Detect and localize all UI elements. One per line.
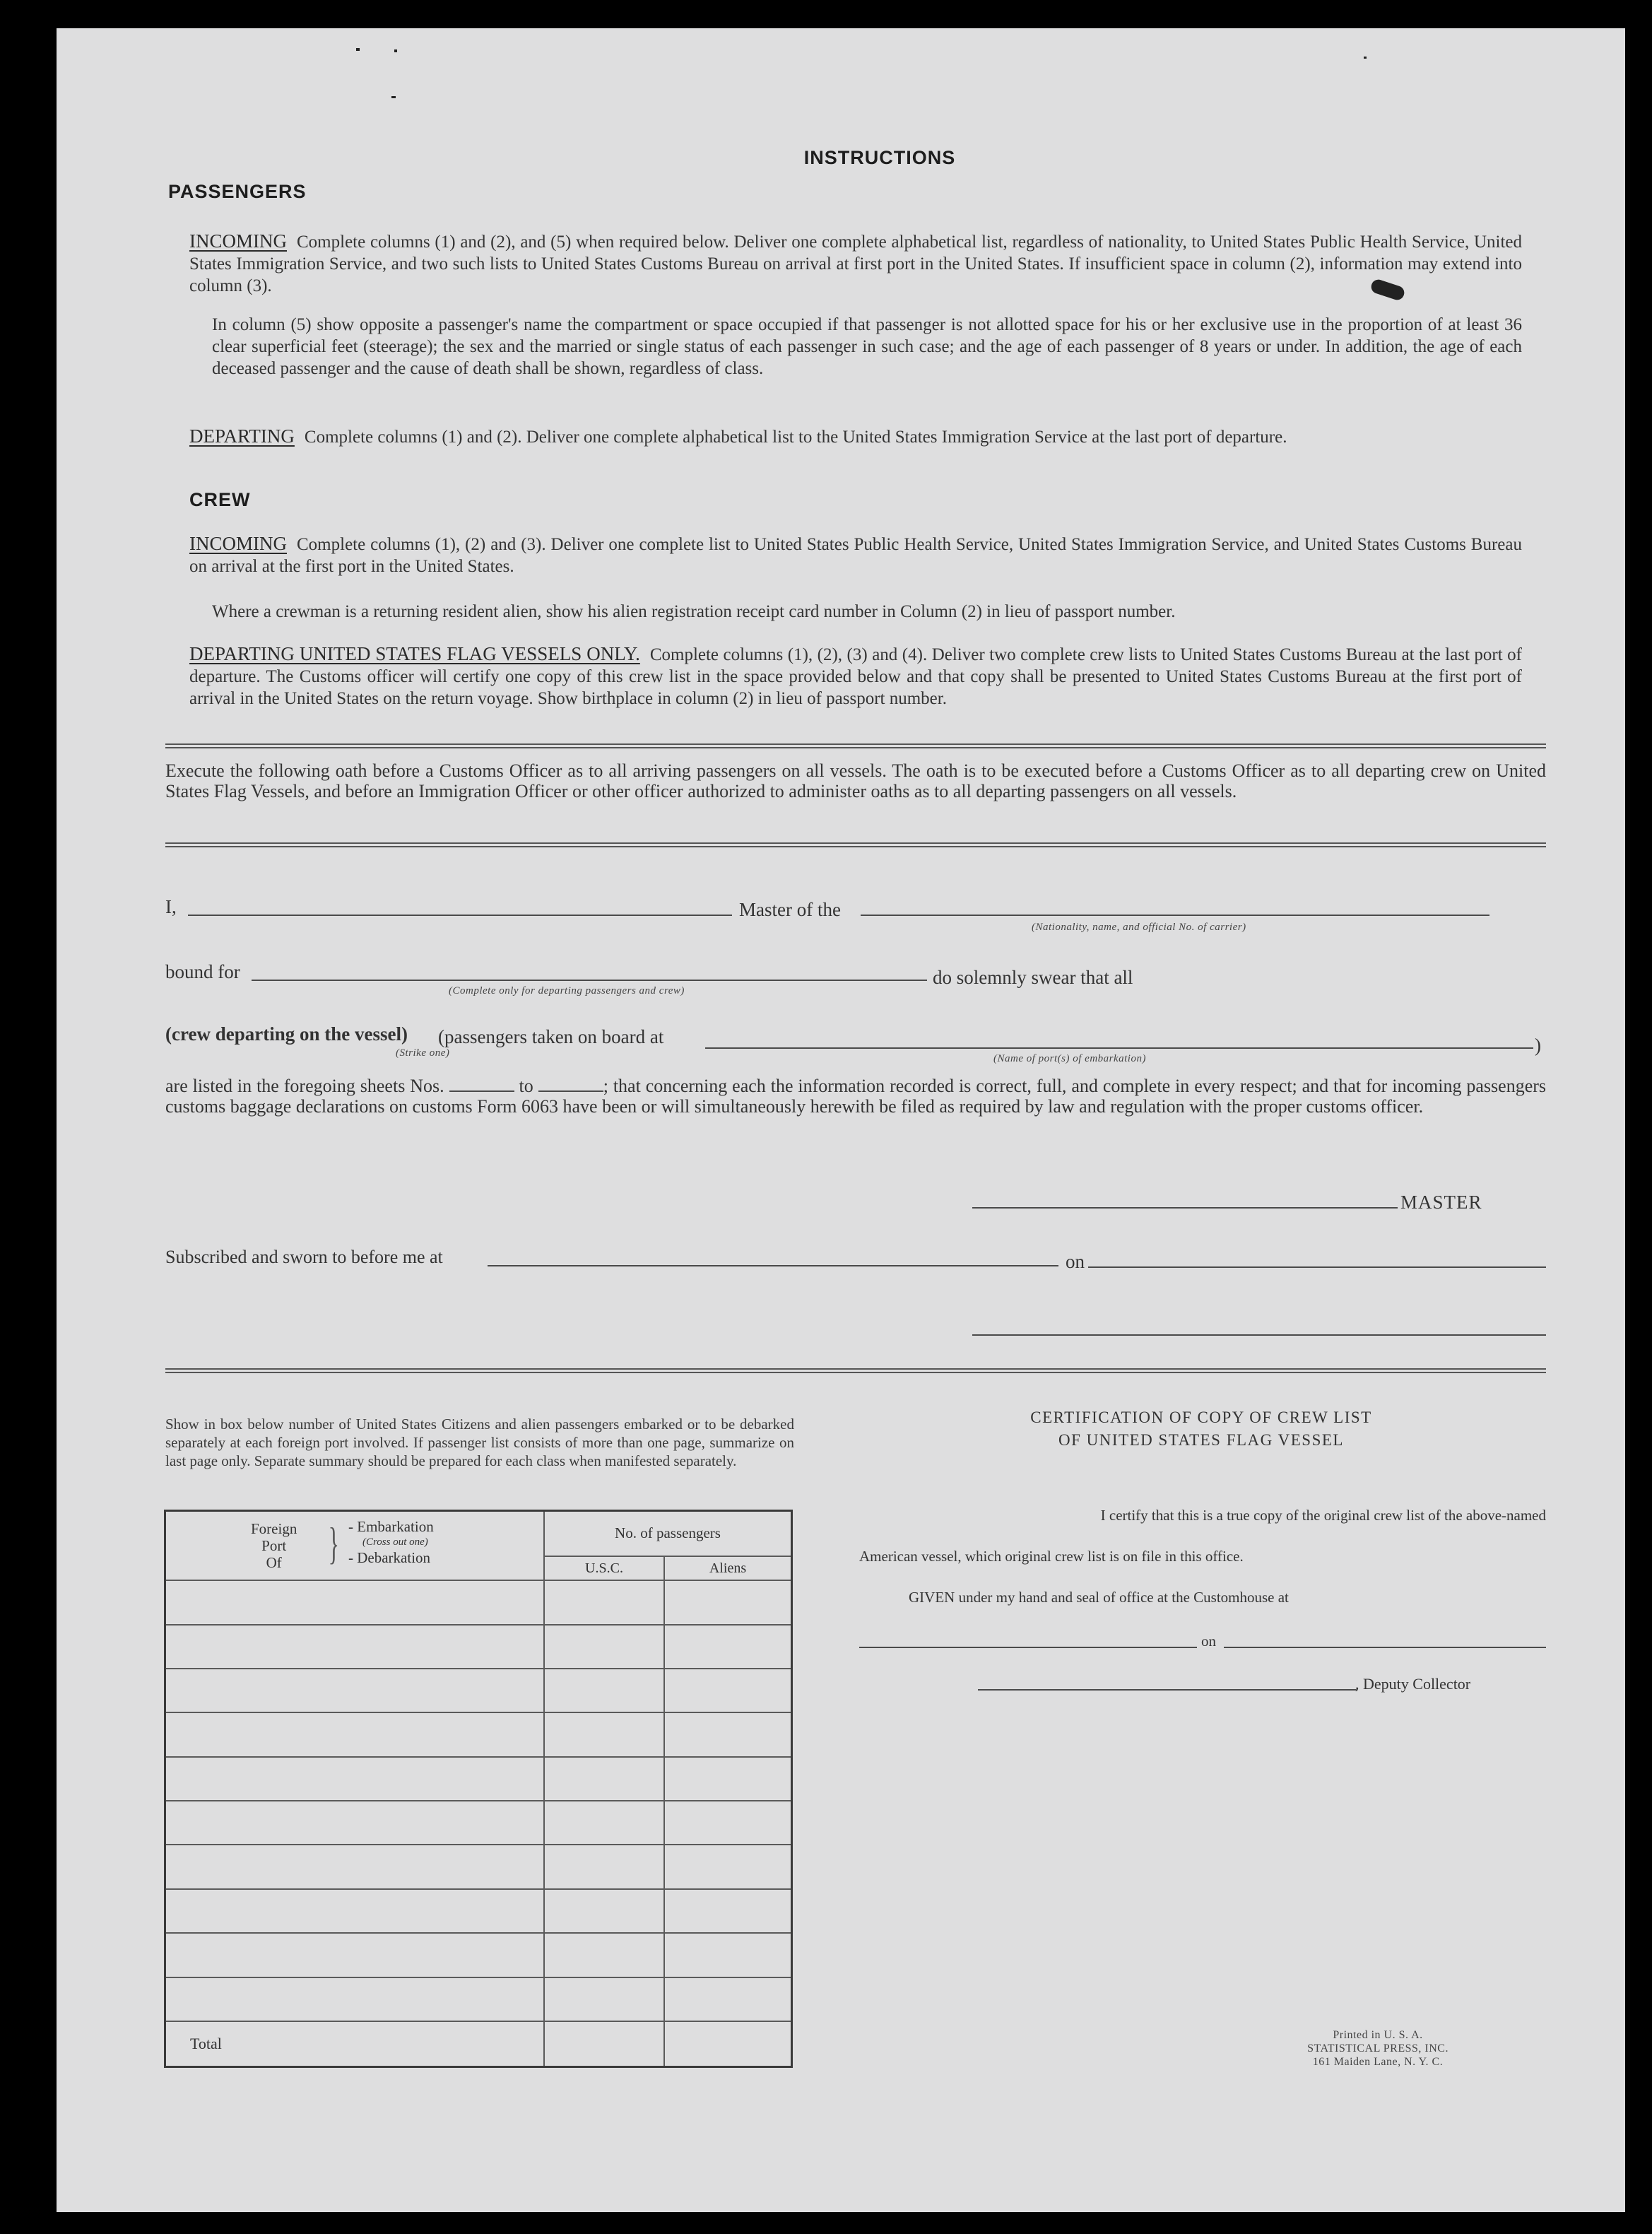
aliens-cell[interactable] (664, 1845, 792, 1888)
aliens-cell[interactable] (664, 1625, 792, 1669)
crew-departing-text: Complete columns (1), (2), (3) and (4). Deliver two complete crew lists to United States Customs Bureau at the last port of departure. The Customs officer will certify one copy of this crew list in the space provided below and that copy shall be presented to United States Customs Bureau at the first port of arrival in the United States on the return voyage. Show birthplace in column (2) in lieu of passport number. (189, 645, 1522, 708)
carrier-caption: (Nationality, name, and official No. of carrier) (1032, 922, 1246, 933)
master-signature-field[interactable] (972, 1207, 1398, 1209)
certify-line2: American vessel, which original crew list is on file in this office. (859, 1548, 1244, 1565)
port-cell[interactable] (165, 1669, 545, 1712)
master-name-field[interactable] (188, 915, 732, 916)
deputy-collector-label: , Deputy Collector (1355, 1675, 1471, 1693)
aliens-total-cell[interactable] (664, 2021, 792, 2067)
usc-cell[interactable] (544, 1712, 664, 1756)
printer-imprint (1258, 2028, 1498, 2069)
passengers-heading: PASSENGERS (168, 181, 307, 202)
printer-line1: Printed in U. S. A. (1333, 2029, 1423, 2041)
total-label: Total (190, 2035, 222, 2052)
speck (356, 48, 360, 51)
bound-caption: (Complete only for departing passengers and crew) (449, 985, 685, 997)
port-label: Port (261, 1537, 287, 1554)
master-of-the-label: Master of the (739, 899, 841, 920)
usc-cell[interactable] (544, 1757, 664, 1801)
customhouse-place-field[interactable] (859, 1647, 1197, 1648)
sheet-to-field[interactable] (538, 1076, 603, 1092)
page-title: INSTRUCTIONS (803, 147, 956, 168)
passengers-incoming-text: Complete columns (1) and (2), and (5) when required below. Deliver one complete alphabetical list, regardless of nationality, to United States Public Health Service, United States Immigration Service, and two such lists to United States Customs Bureau on arrival at first port in the United States. If insufficient space in column (2), information may extend into column (3). (189, 233, 1522, 295)
debarkation-option[interactable]: - Debarkation (348, 1549, 431, 1566)
certify-line1: I certify that this is a true copy of the original crew list of the above-named (1100, 1507, 1546, 1524)
crew-departing-option[interactable] (165, 1023, 408, 1045)
cross-out-caption: (Cross out one) (362, 1536, 428, 1548)
aliens-header: Aliens (664, 1556, 792, 1580)
foreign-port-header (165, 1511, 545, 1581)
port-cell[interactable] (165, 1845, 545, 1888)
crew-incoming-text: Complete columns (1), (2) and (3). Deliver one complete list to United States Public Health Service, United States Immigration Service, and United States Customs Bureau on arrival at the first port in the United States. (189, 535, 1522, 576)
given-line: GIVEN under my hand and seal of office at the Customhouse at (909, 1589, 1289, 1606)
usc-header: U.S.C. (544, 1556, 664, 1580)
passengers-departing-text: Complete columns (1) and (2). Deliver one complete alphabetical list to the United States Immigration Service at the last port of departure. (304, 428, 1287, 447)
aliens-cell[interactable] (664, 1889, 792, 1933)
port-cell[interactable] (165, 1712, 545, 1756)
port-cell[interactable] (165, 1580, 545, 1624)
crew-departing-label: DEPARTING UNITED STATES FLAG VESSELS ONLY. (189, 643, 640, 664)
bound-for-label: bound for (165, 961, 240, 982)
certification-title-line1: CERTIFICATION OF COPY OF CREW LIST (1030, 1409, 1372, 1426)
passengers-departing-paragraph (189, 425, 1522, 448)
oath-instruction: Execute the following oath before a Customs Officer as to all arriving passengers on all vessels. The oath is to be executed before a Customs Officer as to all departing crew on United States Flag Vessels, and before an Immigration Officer or other officer authorized to administer oaths as to all departing passengers on all vessels. (165, 760, 1546, 801)
sworn-place-field[interactable] (488, 1265, 1058, 1266)
aliens-cell[interactable] (664, 1977, 792, 2021)
crew-departing-text: (crew departing on the vessel) (165, 1023, 408, 1045)
usc-cell[interactable] (544, 1580, 664, 1624)
subscribed-label: Subscribed and sworn to before me at (165, 1247, 443, 1267)
sworn-date-field[interactable] (1088, 1266, 1546, 1268)
passengers-departing-label: DEPARTING (189, 425, 295, 447)
certification-on-label: on (1201, 1633, 1216, 1650)
certification-date-field[interactable] (1224, 1647, 1546, 1648)
aliens-cell[interactable] (664, 1933, 792, 1977)
certification-title (887, 1406, 1566, 1452)
brace: } (328, 1518, 340, 1568)
carrier-field[interactable] (861, 915, 1489, 916)
crew-incoming-label: INCOMING (189, 533, 287, 554)
usc-cell[interactable] (544, 1801, 664, 1845)
swear-label: do solemnly swear that all (933, 967, 1133, 988)
usc-cell[interactable] (544, 1845, 664, 1888)
master-label: MASTER (1400, 1192, 1482, 1213)
crew-resident-paragraph: Where a crewman is a returning resident alien, show his alien registration receipt card number in Column (2) in lieu of passport number. (212, 602, 1176, 621)
double-rule (165, 842, 1546, 847)
port-cell[interactable] (165, 1933, 545, 1977)
port-caption: (Name of port(s) of embarkation) (993, 1053, 1146, 1064)
port-cell[interactable] (165, 1801, 545, 1845)
column5-paragraph: In column (5) show opposite a passenger's name the compartment or space occupied if that passenger is not allotted space for his or her exclusive use in the proportion of at least 36 clear superficial feet (steerage); the sex and the married or single status of each passenger in such case; and the age of each passenger of 8 years or under. In addition, the age of each deceased passenger and the cause of death shall be shown, regardless of class. (212, 315, 1522, 378)
deputy-signature-field[interactable] (978, 1689, 1357, 1691)
double-rule (165, 743, 1546, 748)
port-cell[interactable] (165, 1625, 545, 1669)
aliens-cell[interactable] (664, 1757, 792, 1801)
crew-incoming-paragraph (189, 533, 1522, 577)
close-paren: ) (1535, 1035, 1541, 1056)
speck (1364, 57, 1367, 59)
double-rule (165, 1368, 1546, 1373)
usc-cell[interactable] (544, 1977, 664, 2021)
usc-cell[interactable] (544, 1933, 664, 1977)
summary-instruction: Show in box below number of United States Citizens and alien passengers embarked or to be debarked separately at each foreign port involved. If passenger list consists of more than one page, summarize on last page only. Separate summary should be prepared for each class when manifested separately. (165, 1416, 794, 1469)
speck (391, 96, 396, 98)
port-cell[interactable] (165, 1977, 545, 2021)
sworn-on-label: on (1066, 1251, 1085, 1272)
usc-total-cell[interactable] (544, 2021, 664, 2067)
aliens-cell[interactable] (664, 1712, 792, 1756)
usc-cell[interactable] (544, 1889, 664, 1933)
embarkation-option[interactable]: - Embarkation (348, 1518, 434, 1535)
printer-line2: STATISTICAL PRESS, INC. (1307, 2042, 1449, 2054)
sheets-rest: ; that concerning each the information recorded is correct, full, and complete in every respect; and that for incoming passengers customs baggage declarations on customs Form 6063 have been or will simultaneously herewith be filed as required by law and regulation with the proper customs officer. (165, 1076, 1547, 1117)
crew-departing-paragraph (189, 643, 1522, 710)
passengers-count-header: No. of passengers (544, 1511, 792, 1556)
aliens-cell[interactable] (664, 1801, 792, 1845)
usc-cell[interactable] (544, 1625, 664, 1669)
port-cell[interactable] (165, 1757, 545, 1801)
speck (394, 49, 397, 52)
port-cell[interactable] (165, 1889, 545, 1933)
passengers-incoming-label: INCOMING (189, 230, 287, 252)
sheets-statement (165, 1076, 1546, 1117)
passenger-summary-table (164, 1510, 793, 2068)
form-page (57, 28, 1625, 2212)
strike-one-caption: (Strike one) (396, 1047, 450, 1059)
of-label: Of (266, 1554, 282, 1571)
passengers-incoming-paragraph (189, 230, 1522, 297)
total-label-cell (165, 2021, 545, 2067)
oath-i-label: I, (165, 896, 177, 917)
bound-for-field[interactable] (252, 980, 927, 981)
printer-line3: 161 Maiden Lane, N. Y. C. (1312, 2056, 1444, 2068)
foreign-label: Foreign (251, 1520, 297, 1537)
embarkation-port-field[interactable] (705, 1047, 1533, 1049)
usc-cell[interactable] (544, 1669, 664, 1712)
certification-title-line2: OF UNITED STATES FLAG VESSEL (1058, 1431, 1344, 1449)
passengers-taken-option[interactable]: (passengers taken on board at (438, 1026, 664, 1047)
aliens-cell[interactable] (664, 1580, 792, 1624)
aliens-cell[interactable] (664, 1669, 792, 1712)
crew-heading: CREW (189, 489, 251, 510)
officer-signature-field[interactable] (972, 1334, 1546, 1336)
sheets-prefix: are listed in the foregoing sheets Nos. (165, 1076, 444, 1096)
sheet-from-field[interactable] (449, 1076, 514, 1092)
sheets-to-label: to (519, 1076, 533, 1096)
